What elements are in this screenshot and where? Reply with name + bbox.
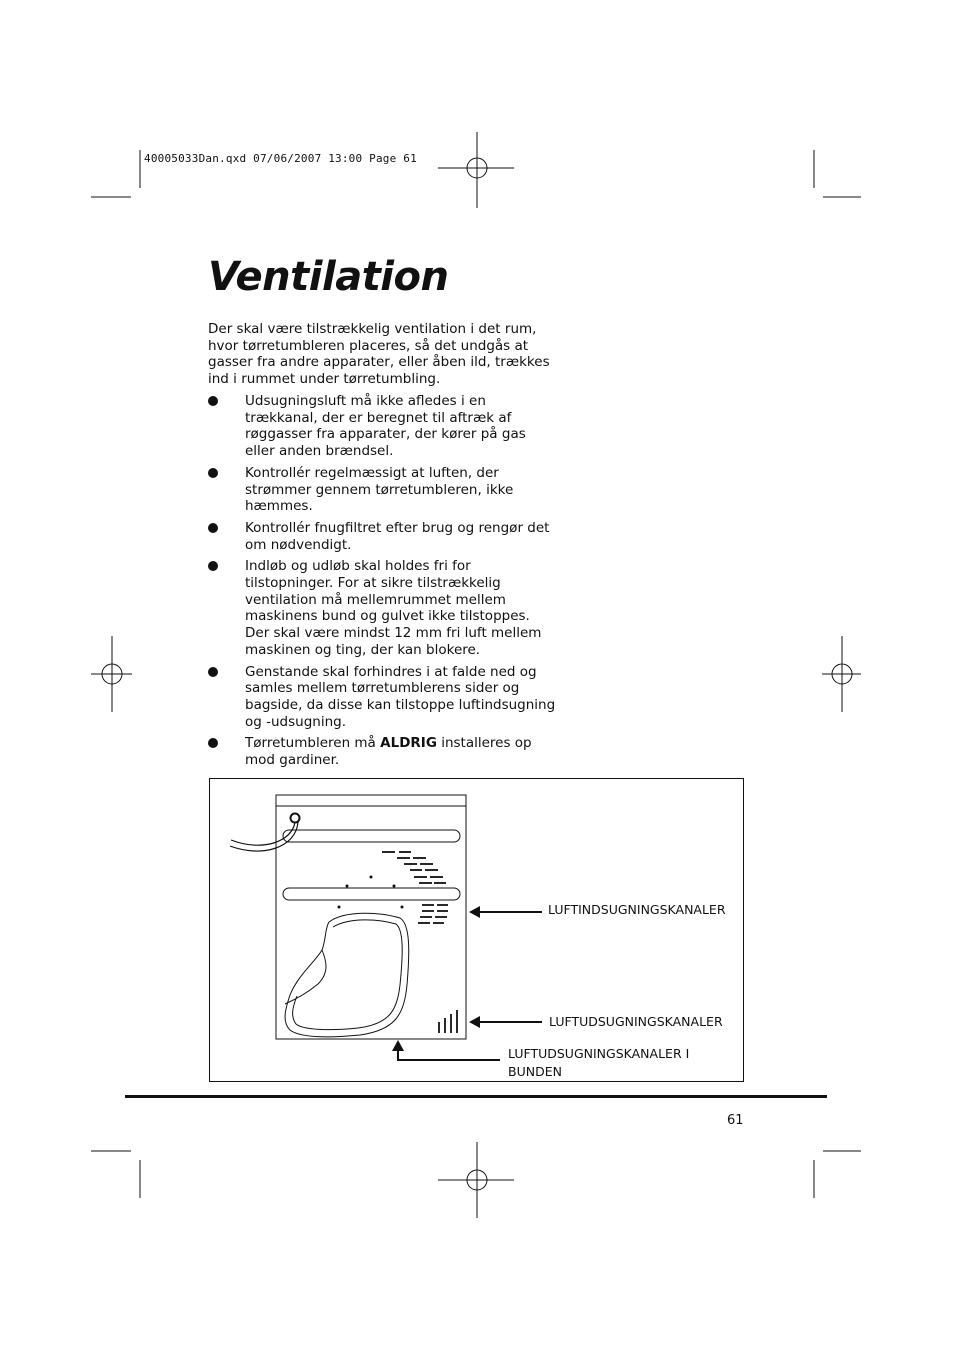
list-item: Kontrollér regelmæssigt at luften, der strømmer gennem tørretumbleren, ikke hæmmes. — [208, 465, 558, 515]
label-intake-channels: LUFTINDSUGNINGSKANALER — [548, 902, 726, 917]
list-item: Indløb og udløb skal holdes fri for tilstopninger. For at sikre tilstrækkelig ventilation må mellemrummet mellem maskinens bund og gulvet ikke tilstoppes. Der skal være mindst 12 mm fri luft mellem maskinen og ting, der kan blokere. — [208, 558, 558, 658]
page-number: 61 — [727, 1113, 744, 1128]
intro-paragraph: Der skal være tilstrækkelig ventilation i det rum, hvor tørretumbleren placeres, så det undgås at gasser fra andre apparater, eller åben ild, trækkes ind i rummet under tørretumbling. — [208, 321, 550, 388]
list-item: Tørretumbleren må ALDRIG installeres op mod gardiner. — [208, 735, 558, 768]
list-item: Udsugningsluft må ikke afledes i en trækkanal, der er beregnet til aftræk af røggasser fra apparater, der kører på gas eller anden brændsel. — [208, 393, 558, 460]
label-exhaust-channels: LUFTUDSUGNINGSKANALER — [549, 1014, 723, 1029]
file-slug: 40005033Dan.qxd 07/06/2007 13:00 Page 61 — [144, 152, 417, 165]
page-title: Ventilation — [208, 254, 449, 300]
label-bottom-exhaust-channels: LUFTUDSUGNINGSKANALER I BUNDEN — [508, 1046, 690, 1079]
list-item: Kontrollér fnugfiltret efter brug og rengør det om nødvendigt. — [208, 520, 558, 553]
footer-rule — [125, 1095, 827, 1098]
list-item: Genstande skal forhindres i at falde ned og samles mellem tørretumblerens sider og bagside, da disse kan tilstoppe luftindsugning og -udsugning. — [208, 664, 558, 731]
